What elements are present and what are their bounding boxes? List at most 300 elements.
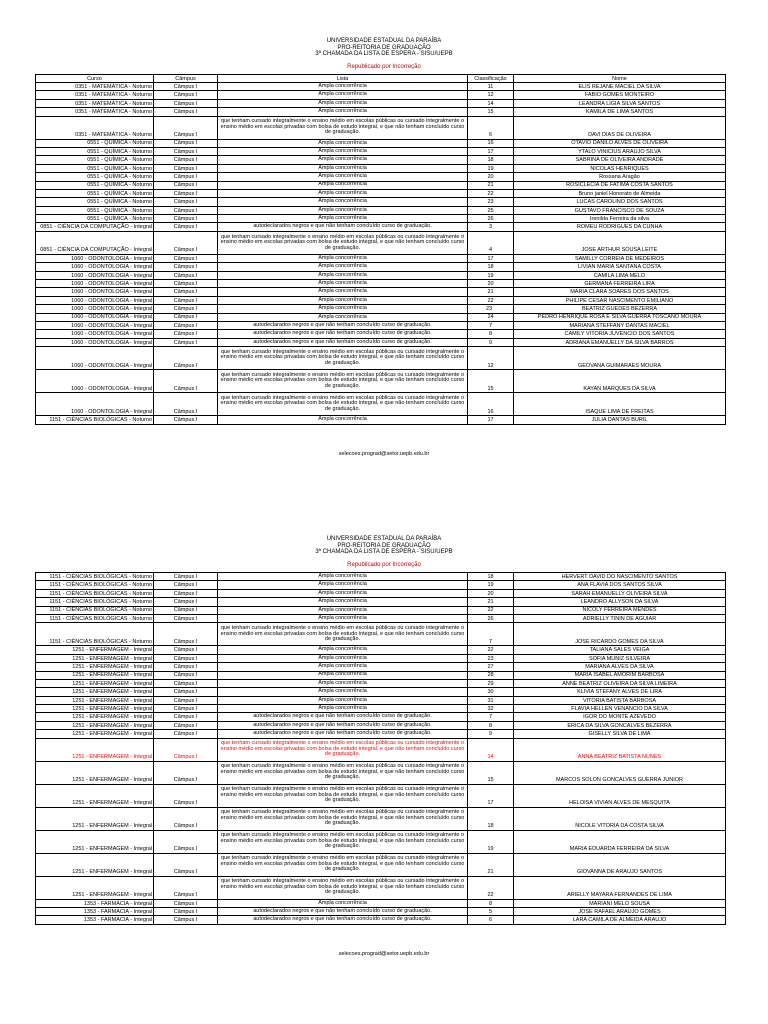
campus-cell: Câmpus I <box>154 223 218 231</box>
table-row <box>36 830 726 853</box>
curso-cell: 1060 - ODONTOLOGIA - Integral <box>36 288 154 296</box>
campus-cell: Câmpus I <box>154 338 218 346</box>
nome-cell: VITORIA BATISTA BARBOSA <box>514 696 726 704</box>
classificacao-cell: 18 <box>468 156 514 164</box>
lista-cell: Ampla concorrência <box>218 288 468 296</box>
classificacao-cell: 6 <box>468 116 514 139</box>
lista-cell: Ampla concorrência <box>218 83 468 91</box>
campus-cell: Câmpus I <box>154 231 218 254</box>
nome-cell: ISAQUE LIMA DE FREITAS <box>514 393 726 416</box>
curso-cell: 1060 - ODONTOLOGIA - Integral <box>36 296 154 304</box>
nome-cell: KAMILA DE LIMA SANTOS <box>514 108 726 116</box>
campus-cell: Câmpus I <box>154 91 218 99</box>
classificacao-cell: 20 <box>468 280 514 288</box>
table-row <box>36 654 726 662</box>
curso-cell: 0551 - QUÍMICA - Noturno <box>36 198 154 206</box>
lista-cell: que tenham cursado integralmente o ensino médio em escolas públicas ou cursado integralmente o ensino médio em escolas privadas com bolsa de estudo integral, e que não tenham concluído curso de graduação. <box>218 347 468 370</box>
nome-cell: ROSICLECIA DE FATIMA COSTA SANTOS <box>514 181 726 189</box>
campus-cell: Câmpus I <box>154 254 218 262</box>
classificacao-cell: 20 <box>468 589 514 597</box>
nome-cell: JOSE RICARDO GOMES DA SILVA <box>514 623 726 646</box>
table-row <box>36 198 726 206</box>
lista-cell: Ampla concorrência <box>218 206 468 214</box>
lista-cell: autodeclarados negros e que não tenham concluído curso de graduação. <box>218 916 468 924</box>
campus-cell: Câmpus I <box>154 646 218 654</box>
col-header-campus: Câmpus <box>154 75 218 83</box>
curso-cell: 0551 - QUÍMICA - Noturno <box>36 139 154 147</box>
classificacao-cell: 16 <box>468 393 514 416</box>
curso-cell: 1251 - ENFERMAGEM - Integral <box>36 646 154 654</box>
classificacao-cell: 12 <box>468 91 514 99</box>
lista-cell: Ampla concorrência <box>218 108 468 116</box>
lista-cell: autodeclarados negros e que não tenham concluído curso de graduação. <box>218 908 468 916</box>
classificacao-cell: 15 <box>468 761 514 784</box>
table-row <box>36 313 726 321</box>
classificacao-cell: 23 <box>468 198 514 206</box>
lista-cell: que tenham cursado integralmente o ensino médio em escolas públicas ou cursado integralmente o ensino médio em escolas privadas com bolsa de estudo integral, e que não tenham concluído curso de graduação. <box>218 393 468 416</box>
table-row <box>36 589 726 597</box>
campus-cell: Câmpus I <box>154 288 218 296</box>
table-row <box>36 223 726 231</box>
curso-cell: 1251 - ENFERMAGEM - Integral <box>36 688 154 696</box>
nome-cell: JOSE RAFAEL ARAUJO GOMES <box>514 908 726 916</box>
classificacao-cell: 12 <box>468 347 514 370</box>
nome-cell: DAVI DIAS DE OLIVEIRA <box>514 116 726 139</box>
curso-cell: 0551 - QUÍMICA - Noturno <box>36 206 154 214</box>
campus-cell: Câmpus I <box>154 654 218 662</box>
classificacao-cell: 15 <box>468 108 514 116</box>
classificacao-cell: 17 <box>468 254 514 262</box>
nome-cell: HELOISA VIVIAN ALVES DE MESQUITA <box>514 784 726 807</box>
table-row <box>36 581 726 589</box>
classificacao-cell: 19 <box>468 830 514 853</box>
curso-cell: 1060 - ODONTOLOGIA - Integral <box>36 330 154 338</box>
classificacao-cell: 21 <box>468 288 514 296</box>
page-2-results-table <box>35 572 726 925</box>
curso-cell: 0351 - MATEMÁTICA - Noturno <box>36 91 154 99</box>
table-row <box>36 116 726 139</box>
campus-cell: Câmpus I <box>154 713 218 721</box>
campus-cell: Câmpus I <box>154 321 218 329</box>
table-row <box>36 83 726 91</box>
nome-cell: GEOVANA GUIMARAES MOURA <box>514 347 726 370</box>
curso-cell: 0551 - QUÍMICA - Noturno <box>36 147 154 155</box>
table-row <box>36 321 726 329</box>
classificacao-cell: 18 <box>468 573 514 581</box>
lista-cell: Ampla concorrência <box>218 696 468 704</box>
lista-cell: Ampla concorrência <box>218 189 468 197</box>
campus-cell: Câmpus I <box>154 738 218 761</box>
curso-cell: 0551 - QUÍMICA - Noturno <box>36 215 154 223</box>
table-row <box>36 91 726 99</box>
table-row <box>36 721 726 729</box>
lista-cell: Ampla concorrência <box>218 280 468 288</box>
table-row <box>36 663 726 671</box>
lista-cell: Ampla concorrência <box>218 263 468 271</box>
lista-cell: autodeclarados negros e que não tenham concluído curso de graduação. <box>218 321 468 329</box>
nome-cell: JOSE ARTHUR SOUSA LEITE <box>514 231 726 254</box>
table-row <box>36 916 726 924</box>
campus-cell: Câmpus I <box>154 679 218 687</box>
classificacao-cell: 14 <box>468 99 514 107</box>
curso-cell: 1251 - ENFERMAGEM - Integral <box>36 671 154 679</box>
nome-cell: NICOLY FERREIRA MENDES <box>514 606 726 614</box>
nome-cell: LARA CAMILA DE ALMEIDA ARAUJO <box>514 916 726 924</box>
nome-cell: ANNE BEATRIZ OLIVEIRA DA SILVA LIMEIRA <box>514 679 726 687</box>
classificacao-cell: 21 <box>468 598 514 606</box>
table-row <box>36 908 726 916</box>
classificacao-cell: 25 <box>468 206 514 214</box>
page-2 <box>0 536 768 568</box>
lista-cell: Ampla concorrência <box>218 663 468 671</box>
classificacao-cell: 20 <box>468 173 514 181</box>
lista-cell: autodeclarados negros e que não tenham concluído curso de graduação. <box>218 730 468 738</box>
curso-cell: 1251 - ENFERMAGEM - Integral <box>36 679 154 687</box>
lista-cell: autodeclarados negros e que não tenham concluído curso de graduação. <box>218 223 468 231</box>
curso-cell: 1151 - CIÊNCIAS BIOLÓGICAS - Noturno <box>36 573 154 581</box>
col-header-classificacao: Classificação <box>468 75 514 83</box>
campus-cell: Câmpus I <box>154 108 218 116</box>
classificacao-cell: 5 <box>468 908 514 916</box>
lista-cell: autodeclarados negros e que não tenham concluído curso de graduação. <box>218 713 468 721</box>
table-row <box>36 215 726 223</box>
campus-cell: Câmpus I <box>154 181 218 189</box>
table-row <box>36 99 726 107</box>
nome-cell: FABIO GOMES MONTEIRO <box>514 91 726 99</box>
col-header-nome: Nome <box>514 75 726 83</box>
campus-cell: Câmpus I <box>154 876 218 899</box>
table-row <box>36 671 726 679</box>
curso-cell: 1060 - ODONTOLOGIA - Integral <box>36 280 154 288</box>
nome-cell: SARAH EMANUELLY OLIVEIRA SILVA <box>514 589 726 597</box>
table-row <box>36 713 726 721</box>
page-1-results-table <box>35 74 726 425</box>
nome-cell: GERMANA FERREIRA LIRA <box>514 280 726 288</box>
lista-cell: Ampla concorrência <box>218 416 468 424</box>
curso-cell: 0551 - QUÍMICA - Noturno <box>36 164 154 172</box>
campus-cell: Câmpus I <box>154 688 218 696</box>
classificacao-cell: 18 <box>468 807 514 830</box>
lista-cell: Ampla concorrência <box>218 654 468 662</box>
nome-cell: Bruno janiel Honorato de Almeida <box>514 189 726 197</box>
table-row <box>36 173 726 181</box>
lista-cell: que tenham cursado integralmente o ensino médio em escolas públicas ou cursado integralmente o ensino médio em escolas privadas com bolsa de estudo integral, e que não tenham concluído curso de graduação. <box>218 784 468 807</box>
nome-cell: CAMILA LIMA MELO <box>514 271 726 279</box>
lista-cell: Ampla concorrência <box>218 271 468 279</box>
lista-cell: Ampla concorrência <box>218 573 468 581</box>
campus-cell: Câmpus I <box>154 696 218 704</box>
lista-cell: Ampla concorrência <box>218 606 468 614</box>
campus-cell: Câmpus I <box>154 173 218 181</box>
campus-cell: Câmpus I <box>154 573 218 581</box>
nome-cell: ELIS REJANE MACIEL DA SILVA <box>514 83 726 91</box>
table-row <box>36 147 726 155</box>
curso-cell: 1151 - CIÊNCIAS BIOLÓGICAS - Noturno <box>36 581 154 589</box>
table-row <box>36 393 726 416</box>
campus-cell: Câmpus I <box>154 721 218 729</box>
nome-cell: TALIANA SALES VEIGA <box>514 646 726 654</box>
classificacao-cell: 23 <box>468 305 514 313</box>
lista-cell: Ampla concorrência <box>218 91 468 99</box>
classificacao-cell: 23 <box>468 654 514 662</box>
campus-cell: Câmpus I <box>154 83 218 91</box>
classificacao-cell: 22 <box>468 876 514 899</box>
classificacao-cell: 19 <box>468 164 514 172</box>
classificacao-cell: 8 <box>468 721 514 729</box>
curso-cell: 1151 - CIÊNCIAS BIOLÓGICAS - Noturno <box>36 598 154 606</box>
nome-cell: PHILIPE CESAR NASCIMENTO EMILIANO <box>514 296 726 304</box>
table-row <box>36 573 726 581</box>
classificacao-cell: 22 <box>468 296 514 304</box>
curso-cell: 1251 - ENFERMAGEM - Integral <box>36 663 154 671</box>
lista-cell: Ampla concorrência <box>218 688 468 696</box>
nome-cell: HERVERT DAVID DO NASCIMENTO SANTOS <box>514 573 726 581</box>
curso-cell: 1151 - CIÊNCIAS BIOLÓGICAS - Noturno <box>36 614 154 622</box>
campus-cell: Câmpus I <box>154 99 218 107</box>
table-row <box>36 108 726 116</box>
department-title: PRO-REITORIA DE GRADUAÇÃO <box>337 44 431 51</box>
nome-cell: Rossana Aragão <box>514 173 726 181</box>
campus-cell: Câmpus I <box>154 147 218 155</box>
nome-cell: MARIA CLARA SOARES DOS SANTOS <box>514 288 726 296</box>
lista-cell: que tenham cursado integralmente o ensino médio em escolas públicas ou cursado integralmente o ensino médio em escolas privadas com bolsa de estudo integral, e que não tenham concluído curso de graduação. <box>218 231 468 254</box>
table-row <box>36 156 726 164</box>
lista-cell: Ampla concorrência <box>218 705 468 713</box>
campus-cell: Câmpus I <box>154 416 218 424</box>
lista-cell: Ampla concorrência <box>218 589 468 597</box>
lista-cell: Ampla concorrência <box>218 181 468 189</box>
campus-cell: Câmpus I <box>154 830 218 853</box>
campus-cell: Câmpus I <box>154 614 218 622</box>
nome-cell: LUCAS CAROLINO DOS SANTOS <box>514 198 726 206</box>
curso-cell: 1060 - ODONTOLOGIA - Integral <box>36 254 154 262</box>
classificacao-cell: 11 <box>468 83 514 91</box>
curso-cell: 1251 - ENFERMAGEM - Integral <box>36 784 154 807</box>
table-row <box>36 784 726 807</box>
curso-cell: 1251 - ENFERMAGEM - Integral <box>36 654 154 662</box>
classificacao-cell: 6 <box>468 916 514 924</box>
page-1 <box>0 38 768 70</box>
classificacao-cell: 17 <box>468 416 514 424</box>
nome-cell: MARIANI MELO SOUSA <box>514 899 726 907</box>
university-title: UNIVERSIDADE ESTADUAL DA PARAÍBA <box>326 536 442 542</box>
table-row <box>36 263 726 271</box>
curso-cell: 1251 - ENFERMAGEM - Integral <box>36 721 154 729</box>
nome-cell: NICOLE VITORIA DA COSTA SILVA <box>514 807 726 830</box>
lista-cell: Ampla concorrência <box>218 646 468 654</box>
campus-cell: Câmpus I <box>154 581 218 589</box>
campus-cell: Câmpus I <box>154 296 218 304</box>
table-row <box>36 347 726 370</box>
lista-cell: Ampla concorrência <box>218 254 468 262</box>
nome-cell: LEANDRO ALLYSON DA SILVA <box>514 598 726 606</box>
campus-cell: Câmpus I <box>154 263 218 271</box>
nome-cell: LEANDRA LIGIA SILVA SANTOS <box>514 99 726 107</box>
curso-cell: 1251 - ENFERMAGEM - Integral <box>36 738 154 761</box>
nome-cell: GUSTAVO FRANCISCO DE SOUZA <box>514 206 726 214</box>
curso-cell: 1151 - CIÊNCIAS BIOLÓGICAS - Noturno <box>36 416 154 424</box>
classificacao-cell: 21 <box>468 853 514 876</box>
table-header-row <box>36 75 726 83</box>
curso-cell: 1251 - ENFERMAGEM - Integral <box>36 761 154 784</box>
nome-cell: ANNA BEATRIZ BATISTA NUNES <box>514 738 726 761</box>
campus-cell: Câmpus I <box>154 116 218 139</box>
nome-cell: KLIVIA STEFANY ALVES DE LIRA <box>514 688 726 696</box>
lista-cell: que tenham cursado integralmente o ensino médio em escolas públicas ou cursado integralmente o ensino médio em escolas privadas com bolsa de estudo integral, e que não tenham concluído curso de graduação. <box>218 623 468 646</box>
campus-cell: Câmpus I <box>154 705 218 713</box>
lista-cell: Ampla concorrência <box>218 164 468 172</box>
campus-cell: Câmpus I <box>154 393 218 416</box>
curso-cell: 1251 - ENFERMAGEM - Integral <box>36 713 154 721</box>
nome-cell: OTAVIO DANILO ALVES DE OLIVEIRA <box>514 139 726 147</box>
table-row <box>36 254 726 262</box>
campus-cell: Câmpus I <box>154 370 218 393</box>
lista-cell: autodeclarados negros e que não tenham concluído curso de graduação. <box>218 330 468 338</box>
classificacao-cell: 16 <box>468 139 514 147</box>
table-row <box>36 614 726 622</box>
nome-cell: Irenilda Ferreira da silva <box>514 215 726 223</box>
campus-cell: Câmpus I <box>154 189 218 197</box>
table-row <box>36 231 726 254</box>
table-row <box>36 606 726 614</box>
table-row <box>36 189 726 197</box>
nome-cell: CAMILY VITORIA JUVENCIO DOS SANTOS <box>514 330 726 338</box>
university-title: UNIVERSIDADE ESTADUAL DA PARAÍBA <box>326 38 442 44</box>
table-row <box>36 730 726 738</box>
nome-cell: GISELLY SILVA DE LIMA <box>514 730 726 738</box>
classificacao-cell: 9 <box>468 730 514 738</box>
campus-cell: Câmpus I <box>154 271 218 279</box>
nome-cell: NICOLAS HENRIQUES <box>514 164 726 172</box>
classificacao-cell: 27 <box>468 663 514 671</box>
campus-cell: Câmpus I <box>154 606 218 614</box>
classificacao-cell: 32 <box>468 705 514 713</box>
curso-cell: 1151 - CIÊNCIAS BIOLÓGICAS - Noturno <box>36 623 154 646</box>
lista-cell: Ampla concorrência <box>218 215 468 223</box>
table-row <box>36 679 726 687</box>
classificacao-cell: 7 <box>468 321 514 329</box>
lista-cell: Ampla concorrência <box>218 581 468 589</box>
table-row <box>36 876 726 899</box>
lista-cell: que tenham cursado integralmente o ensino médio em escolas públicas ou cursado integralmente o ensino médio em escolas privadas com bolsa de estudo integral, e que não tenham concluído curso de graduação. <box>218 853 468 876</box>
nome-cell: ROMEU RODRIGUES DA CUNHA <box>514 223 726 231</box>
nome-cell: ANA FLAVIA DOS SANTOS SILVA <box>514 581 726 589</box>
curso-cell: 1060 - ODONTOLOGIA - Integral <box>36 263 154 271</box>
campus-cell: Câmpus I <box>154 206 218 214</box>
list-subtitle: 3ª CHAMADA DA LISTA DE ESPERA - SISU/UEPB <box>315 549 453 555</box>
campus-cell: Câmpus I <box>154 853 218 876</box>
curso-cell: 1251 - ENFERMAGEM - Integral <box>36 696 154 704</box>
nome-cell: ERICA DA SILVA GONCALVES BEZERRA <box>514 721 726 729</box>
nome-cell: MARIANA STEFFANY DANTAS MACIEL <box>514 321 726 329</box>
curso-cell: 1060 - ODONTOLOGIA - Integral <box>36 305 154 313</box>
classificacao-cell: 17 <box>468 784 514 807</box>
nome-cell: MARCOS SOLON GONCALVES GUERRA JUNIOR <box>514 761 726 784</box>
page-1-footer-email: selecoes.prograd@setor.uepb.edu.br <box>338 451 430 457</box>
curso-cell: 0551 - QUÍMICA - Noturno <box>36 173 154 181</box>
campus-cell: Câmpus I <box>154 623 218 646</box>
curso-cell: 1353 - FARMÁCIA - Integral <box>36 908 154 916</box>
campus-cell: Câmpus I <box>154 908 218 916</box>
curso-cell: 1251 - ENFERMAGEM - Integral <box>36 876 154 899</box>
table-row <box>36 206 726 214</box>
classificacao-cell: 28 <box>468 671 514 679</box>
nome-cell: BEATRIZ GUEDES BEZERRA <box>514 305 726 313</box>
table-row <box>36 330 726 338</box>
nome-cell: IGOR DO MONTE AZEVEDO <box>514 713 726 721</box>
lista-cell: Ampla concorrência <box>218 313 468 321</box>
campus-cell: Câmpus I <box>154 598 218 606</box>
curso-cell: 0351 - MATEMÁTICA - Noturno <box>36 116 154 139</box>
lista-cell: Ampla concorrência <box>218 156 468 164</box>
curso-cell: 1060 - ODONTOLOGIA - Integral <box>36 321 154 329</box>
curso-cell: 0551 - QUÍMICA - Noturno <box>36 189 154 197</box>
table-row <box>36 807 726 830</box>
campus-cell: Câmpus I <box>154 330 218 338</box>
republished-notice: Republicado por Incorreção <box>347 63 421 70</box>
campus-cell: Câmpus I <box>154 305 218 313</box>
col-header-curso: Curso <box>36 75 154 83</box>
classificacao-cell: 4 <box>468 231 514 254</box>
page-2-header <box>0 536 768 556</box>
table-row <box>36 139 726 147</box>
table-row <box>36 646 726 654</box>
list-subtitle: 3ª CHAMADA DA LISTA DE ESPERA - SISU/UEPB <box>315 51 453 57</box>
curso-cell: 1151 - CIÊNCIAS BIOLÓGICAS - Noturno <box>36 589 154 597</box>
lista-cell: que tenham cursado integralmente o ensino médio em escolas públicas ou cursado integralmente o ensino médio em escolas privadas com bolsa de estudo integral, e que não tenham concluído curso de graduação. <box>218 830 468 853</box>
nome-cell: SAMILLY CORREIA DE MEDEIROS <box>514 254 726 262</box>
curso-cell: 0551 - QUÍMICA - Noturno <box>36 181 154 189</box>
campus-cell: Câmpus I <box>154 139 218 147</box>
curso-cell: 1251 - ENFERMAGEM - Integral <box>36 730 154 738</box>
republished-notice: Republicado por Incorreção <box>347 561 421 568</box>
curso-cell: 1060 - ODONTOLOGIA - Integral <box>36 271 154 279</box>
page-2-footer-email: selecoes.prograd@setor.uepb.edu.br <box>338 951 430 957</box>
campus-cell: Câmpus I <box>154 280 218 288</box>
campus-cell: Câmpus I <box>154 761 218 784</box>
campus-cell: Câmpus I <box>154 899 218 907</box>
lista-cell: Ampla concorrência <box>218 671 468 679</box>
nome-cell: MARIA ISABEL AMORIM BARBOSA <box>514 671 726 679</box>
lista-cell: Ampla concorrência <box>218 598 468 606</box>
campus-cell: Câmpus I <box>154 784 218 807</box>
classificacao-cell: 19 <box>468 581 514 589</box>
lista-cell: que tenham cursado integralmente o ensino médio em escolas públicas ou cursado integralmente o ensino médio em escolas privadas com bolsa de estudo integral, e que não tenham concluído curso de graduação. <box>218 807 468 830</box>
department-title: PRO-REITORIA DE GRADUAÇÃO <box>337 542 431 549</box>
classificacao-cell: 17 <box>468 147 514 155</box>
curso-cell: 1251 - ENFERMAGEM - Integral <box>36 853 154 876</box>
curso-cell: 1060 - ODONTOLOGIA - Integral <box>36 338 154 346</box>
lista-cell: Ampla concorrência <box>218 679 468 687</box>
classificacao-cell: 22 <box>468 189 514 197</box>
table-row <box>36 164 726 172</box>
lista-cell: Ampla concorrência <box>218 198 468 206</box>
lista-cell: que tenham cursado integralmente o ensino médio em escolas públicas ou cursado integralmente o ensino médio em escolas privadas com bolsa de estudo integral, e que não tenham concluído curso de graduação. <box>218 116 468 139</box>
lista-cell: Ampla concorrência <box>218 614 468 622</box>
lista-cell: Ampla concorrência <box>218 139 468 147</box>
nome-cell: FLAVIA HELLEN VENANCIO DA SILVA <box>514 705 726 713</box>
campus-cell: Câmpus I <box>154 156 218 164</box>
curso-cell: 1251 - ENFERMAGEM - Integral <box>36 705 154 713</box>
classificacao-cell: 22 <box>468 606 514 614</box>
col-header-lista: Lista <box>218 75 468 83</box>
nome-cell: ADRIELLY TININ DE AGUIAR <box>514 614 726 622</box>
table-row <box>36 296 726 304</box>
curso-cell: 1353 - FARMÁCIA - Integral <box>36 916 154 924</box>
nome-cell: LIVIAN MARIA SANTANA COSTA <box>514 263 726 271</box>
table-row <box>36 623 726 646</box>
table-row <box>36 288 726 296</box>
